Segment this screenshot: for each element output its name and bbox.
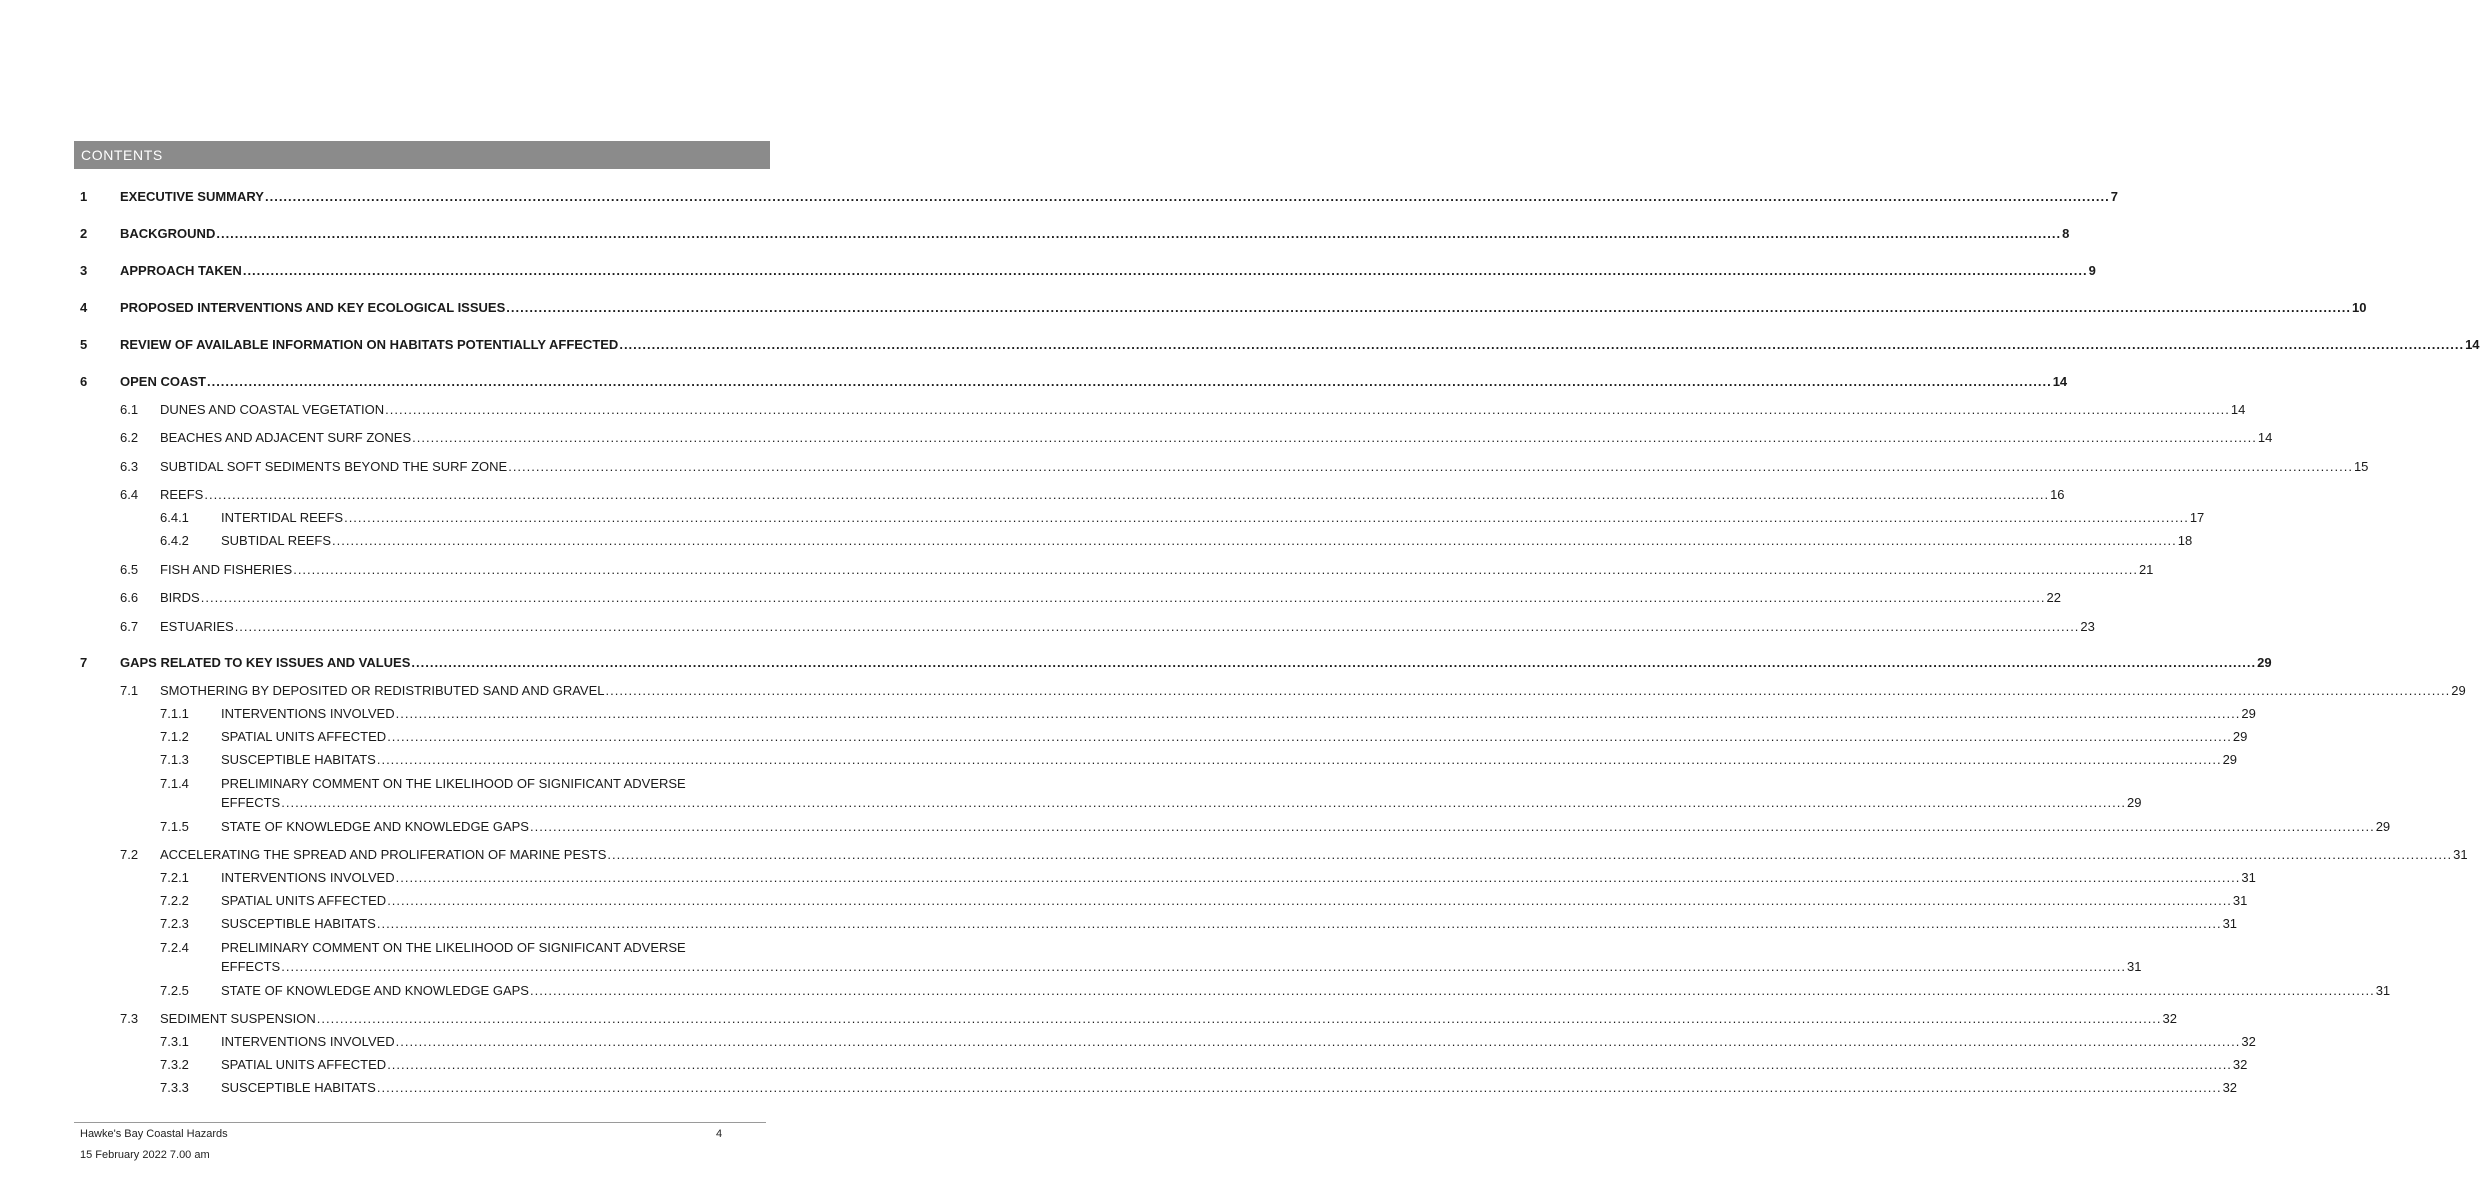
toc-entry-title[interactable]: EXECUTIVE SUMMARY [120, 189, 264, 204]
toc-dot-leader: ................................................................................................................................................................................................................................................................................................................................................................................................................ [385, 402, 2230, 417]
toc-entry-number: 7.1.4 [160, 776, 189, 791]
toc-entry-page-number[interactable]: 21 [2138, 562, 2154, 577]
toc-entry-number: 6.7 [120, 619, 139, 634]
toc-entry[interactable] [120, 374, 2068, 390]
toc-dot-leader: ................................................................................................................................................................................................................................................................................................................................................................................................................ [200, 590, 2046, 605]
toc-entry-page-number[interactable]: 22 [2046, 590, 2061, 605]
toc-entry[interactable] [160, 430, 2273, 446]
toc-entry-number: 7.1 [120, 683, 139, 698]
toc-entry-page-number[interactable]: 10 [2352, 300, 2367, 315]
toc-entry-title[interactable]: BIRDS [160, 590, 200, 605]
toc-entry-number: 7.3.1 [160, 1034, 189, 1049]
toc-entry-title[interactable]: SPATIAL UNITS AFFECTED [221, 729, 387, 744]
toc-entry-page-number[interactable]: 29 [2232, 729, 2248, 744]
toc-dot-leader: ................................................................................................................................................................................................................................................................................................................................................................................................................ [264, 189, 2110, 204]
toc-entry-title[interactable]: BEACHES AND ADJACENT SURF ZONES [160, 430, 412, 445]
toc-dot-leader: ................................................................................................................................................................................................................................................................................................................................................................................................................ [508, 459, 2353, 474]
toc-dot-leader: ................................................................................................................................................................................................................................................................................................................................................................................................................ [411, 655, 2257, 670]
toc-entry-title-continued[interactable]: EFFECTS [221, 795, 281, 810]
toc-dot-leader: ................................................................................................................................................................................................................................................................................................................................................................................................................ [281, 959, 2126, 974]
toc-entry-page-number[interactable]: 31 [2232, 893, 2248, 908]
toc-entry-page-number[interactable]: 32 [2241, 1034, 2256, 1049]
toc-entry-number: 6.3 [120, 459, 139, 474]
toc-entry-page-number[interactable]: 14 [2052, 374, 2068, 389]
toc-entry-page-number[interactable]: 29 [2375, 819, 2391, 834]
toc-entry-page-number[interactable]: 16 [2050, 487, 2065, 502]
toc-dot-leader: ................................................................................................................................................................................................................................................................................................................................................................................................................ [395, 706, 2241, 721]
toc-entry-number: 6.4 [120, 487, 139, 502]
toc-entry-title[interactable]: FISH AND FISHERIES [160, 562, 293, 577]
toc-dot-leader: ................................................................................................................................................................................................................................................................................................................................................................................................................ [376, 1080, 2222, 1095]
toc-entry-page-number[interactable]: 31 [2453, 847, 2468, 862]
toc-dot-leader: ................................................................................................................................................................................................................................................................................................................................................................................................................ [387, 729, 2232, 744]
toc-entry-title[interactable]: SUBTIDAL SOFT SEDIMENTS BEYOND THE SURF ZONE [160, 459, 508, 474]
toc-entry-number: 7.1.3 [160, 752, 189, 767]
toc-dot-leader: ................................................................................................................................................................................................................................................................................................................................................................................................................ [281, 795, 2126, 810]
toc-entry-number: 6.4.1 [160, 510, 189, 525]
toc-entry[interactable] [221, 893, 2248, 909]
toc-dot-leader: ................................................................................................................................................................................................................................................................................................................................................................................................................ [204, 487, 2050, 502]
toc-entry-number: 6.6 [120, 590, 139, 605]
toc-entry-number: 7.2.5 [160, 983, 189, 998]
toc-entry[interactable] [221, 729, 2248, 745]
toc-entry-title[interactable]: PRELIMINARY COMMENT ON THE LIKELIHOOD OF SIGNIFICANT ADVERSE [221, 776, 686, 791]
toc-dot-leader: ................................................................................................................................................................................................................................................................................................................................................................................................................ [529, 983, 2375, 998]
toc-entry-page-number[interactable]: 18 [2177, 533, 2193, 548]
toc-dot-leader: ................................................................................................................................................................................................................................................................................................................................................................................................................ [206, 374, 2052, 389]
toc-entry-number: 7.1.2 [160, 729, 189, 744]
toc-dot-leader: ................................................................................................................................................................................................................................................................................................................................................................................................................ [395, 870, 2241, 885]
toc-entry-number: 7.3.3 [160, 1080, 189, 1095]
toc-entry-title[interactable]: ACCELERATING THE SPREAD AND PROLIFERATION OF MARINE PESTS [160, 847, 607, 862]
toc-entry[interactable] [120, 226, 2070, 242]
toc-entry[interactable] [160, 459, 2369, 475]
toc-entry[interactable] [160, 590, 2061, 606]
toc-entry-number: 7.2 [120, 847, 139, 862]
toc-entry-number: 5 [80, 337, 88, 352]
toc-entry-page-number[interactable]: 14 [2257, 430, 2273, 445]
toc-entry-number: 7.1.1 [160, 706, 189, 721]
toc-entry[interactable] [120, 300, 2367, 316]
toc-entry-number: 7.1.5 [160, 819, 189, 834]
toc-entry-page-number[interactable]: 29 [2451, 683, 2466, 698]
toc-dot-leader: ................................................................................................................................................................................................................................................................................................................................................................................................................ [605, 683, 2451, 698]
toc-entry-number: 1 [80, 189, 88, 204]
toc-entry[interactable] [160, 402, 2246, 418]
toc-entry-title[interactable]: SUSCEPTIBLE HABITATS [221, 916, 376, 931]
toc-dot-leader: ................................................................................................................................................................................................................................................................................................................................................................................................................ [412, 430, 2257, 445]
toc-entry-title-continued[interactable]: EFFECTS [221, 959, 281, 974]
toc-entry[interactable] [160, 562, 2154, 578]
contents-heading: CONTENTS [81, 147, 163, 163]
toc-entry-title[interactable]: SPATIAL UNITS AFFECTED [221, 893, 387, 908]
toc-entry[interactable] [221, 983, 2391, 999]
toc-entry-title[interactable]: BACKGROUND [120, 226, 216, 241]
toc-entry-title[interactable]: STATE OF KNOWLEDGE AND KNOWLEDGE GAPS [221, 983, 529, 998]
toc-entry[interactable] [120, 337, 2480, 353]
toc-entry-page-number[interactable]: 32 [2162, 1011, 2177, 1026]
toc-entry-number: 6.2 [120, 430, 139, 445]
toc-entry-title[interactable]: DUNES AND COASTAL VEGETATION [160, 402, 385, 417]
toc-dot-leader: ................................................................................................................................................................................................................................................................................................................................................................................................................ [387, 893, 2232, 908]
toc-entry-page-number[interactable]: 29 [2126, 795, 2142, 810]
toc-entry-title[interactable]: SEDIMENT SUSPENSION [160, 1011, 316, 1026]
toc-dot-leader: ................................................................................................................................................................................................................................................................................................................................................................................................................ [607, 847, 2453, 862]
toc-entry-number: 6.4.2 [160, 533, 189, 548]
toc-entry-title[interactable]: SMOTHERING BY DEPOSITED OR REDISTRIBUTED SAND AND GRAVEL [160, 683, 605, 698]
toc-dot-leader: ................................................................................................................................................................................................................................................................................................................................................................................................................ [506, 300, 2351, 315]
toc-entry-number: 7 [80, 655, 88, 670]
toc-entry-number: 7.2.3 [160, 916, 189, 931]
toc-entry[interactable] [160, 619, 2095, 635]
toc-entry-page-number[interactable]: 29 [2257, 655, 2272, 670]
footer-document-title: Hawke's Bay Coastal Hazards [80, 1128, 228, 1140]
toc-entry-page-number[interactable]: 17 [2189, 510, 2205, 525]
toc-entry-title[interactable]: SUBTIDAL REEFS [221, 533, 332, 548]
toc-dot-leader: ................................................................................................................................................................................................................................................................................................................................................................................................................ [395, 1034, 2241, 1049]
toc-entry-title[interactable]: INTERVENTIONS INVOLVED [221, 870, 395, 885]
toc-entry[interactable] [221, 1080, 2238, 1096]
toc-entry-number: 6.5 [120, 562, 139, 577]
toc-entry[interactable] [221, 959, 2142, 975]
toc-entry[interactable] [221, 916, 2238, 932]
toc-entry-title[interactable]: REEFS [160, 487, 204, 502]
toc-entry-page-number[interactable]: 32 [2222, 1080, 2238, 1095]
toc-entry[interactable] [120, 655, 2272, 671]
toc-entry[interactable] [221, 533, 2193, 549]
footer-page-number: 4 [716, 1128, 723, 1140]
toc-entry-title[interactable]: PRELIMINARY COMMENT ON THE LIKELIHOOD OF SIGNIFICANT ADVERSE [221, 940, 686, 955]
toc-dot-leader: ................................................................................................................................................................................................................................................................................................................................................................................................................ [316, 1011, 2162, 1026]
toc-entry-title[interactable]: ESTUARIES [160, 619, 234, 634]
toc-entry-page-number[interactable]: 31 [2126, 959, 2142, 974]
toc-entry-title[interactable]: SUSCEPTIBLE HABITATS [221, 752, 376, 767]
toc-dot-leader: ................................................................................................................................................................................................................................................................................................................................................................................................................ [387, 1057, 2232, 1072]
toc-entry[interactable] [221, 706, 2256, 722]
toc-entry-title[interactable]: SPATIAL UNITS AFFECTED [221, 1057, 387, 1072]
toc-entry-title[interactable]: GAPS RELATED TO KEY ISSUES AND VALUES [120, 655, 411, 670]
toc-dot-leader: ................................................................................................................................................................................................................................................................................................................................................................................................................ [242, 263, 2088, 278]
toc-entry-number: 6 [80, 374, 88, 389]
toc-dot-leader: ................................................................................................................................................................................................................................................................................................................................................................................................................ [619, 337, 2465, 352]
toc-dot-leader: ................................................................................................................................................................................................................................................................................................................................................................................................................ [376, 752, 2222, 767]
footer-date: 15 February 2022 7.00 am [80, 1149, 210, 1161]
toc-entry-page-number[interactable]: 32 [2232, 1057, 2248, 1072]
toc-dot-leader: ................................................................................................................................................................................................................................................................................................................................................................................................................ [293, 562, 2138, 577]
toc-entry-title[interactable]: INTERVENTIONS INVOLVED [221, 706, 395, 721]
toc-dot-leader: ................................................................................................................................................................................................................................................................................................................................................................................................................ [344, 510, 2189, 525]
toc-entry-page-number[interactable]: 14 [2230, 402, 2246, 417]
toc-entry-number: 3 [80, 263, 88, 278]
toc-entry-page-number[interactable]: 15 [2353, 459, 2369, 474]
toc-entry[interactable] [160, 1011, 2177, 1027]
toc-entry-page-number[interactable]: 29 [2241, 706, 2256, 721]
toc-dot-leader: ................................................................................................................................................................................................................................................................................................................................................................................................................ [216, 226, 2062, 241]
toc-entry-number: 2 [80, 226, 88, 241]
toc-entry-page-number[interactable]: 31 [2241, 870, 2256, 885]
toc-entry[interactable] [120, 263, 2096, 279]
toc-dot-leader: ................................................................................................................................................................................................................................................................................................................................................................................................................ [234, 619, 2080, 634]
toc-entry-page-number[interactable]: 14 [2465, 337, 2480, 352]
toc-entry-title[interactable]: INTERVENTIONS INVOLVED [221, 1034, 395, 1049]
toc-entry[interactable] [221, 1057, 2248, 1073]
toc-entry-page-number[interactable]: 8 [2062, 226, 2070, 241]
toc-entry[interactable] [160, 847, 2468, 863]
toc-entry[interactable] [221, 795, 2142, 811]
toc-entry[interactable] [221, 870, 2256, 886]
toc-entry[interactable] [221, 752, 2238, 768]
toc-entry-number: 7.2.2 [160, 893, 189, 908]
toc-entry-title[interactable]: INTERTIDAL REEFS [221, 510, 344, 525]
toc-entry-title[interactable]: OPEN COAST [120, 374, 206, 389]
toc-entry[interactable] [160, 487, 2065, 503]
toc-entry-page-number[interactable]: 31 [2222, 916, 2238, 931]
toc-entry-number: 7.3.2 [160, 1057, 189, 1072]
toc-entry-number: 7.2.4 [160, 940, 189, 955]
toc-entry-number: 4 [80, 300, 88, 315]
toc-entry-title[interactable]: SUSCEPTIBLE HABITATS [221, 1080, 376, 1095]
toc-entry-page-number[interactable]: 9 [2088, 263, 2096, 278]
toc-entry[interactable] [160, 683, 2466, 699]
toc-entry-number: 7.3 [120, 1011, 139, 1026]
toc-entry[interactable] [221, 819, 2391, 835]
toc-dot-leader: ................................................................................................................................................................................................................................................................................................................................................................................................................ [376, 916, 2222, 931]
footer-divider [74, 1122, 766, 1123]
toc-entry[interactable] [221, 1034, 2256, 1050]
toc-entry[interactable] [120, 189, 2118, 205]
toc-entry-number: 7.2.1 [160, 870, 189, 885]
toc-entry-page-number[interactable]: 7 [2110, 189, 2118, 204]
toc-dot-leader: ................................................................................................................................................................................................................................................................................................................................................................................................................ [332, 533, 2177, 548]
toc-entry-title[interactable]: REVIEW OF AVAILABLE INFORMATION ON HABITATS POTENTIALLY AFFECTED [120, 337, 619, 352]
toc-entry-page-number[interactable]: 31 [2375, 983, 2391, 998]
toc-entry-page-number[interactable]: 29 [2222, 752, 2238, 767]
toc-entry-title[interactable]: APPROACH TAKEN [120, 263, 242, 278]
toc-entry[interactable] [221, 510, 2205, 526]
toc-entry-title[interactable]: PROPOSED INTERVENTIONS AND KEY ECOLOGICAL ISSUES [120, 300, 506, 315]
toc-entry-title[interactable]: STATE OF KNOWLEDGE AND KNOWLEDGE GAPS [221, 819, 529, 834]
toc-dot-leader: ................................................................................................................................................................................................................................................................................................................................................................................................................ [529, 819, 2375, 834]
toc-entry-page-number[interactable]: 23 [2080, 619, 2095, 634]
toc-entry-number: 6.1 [120, 402, 139, 417]
